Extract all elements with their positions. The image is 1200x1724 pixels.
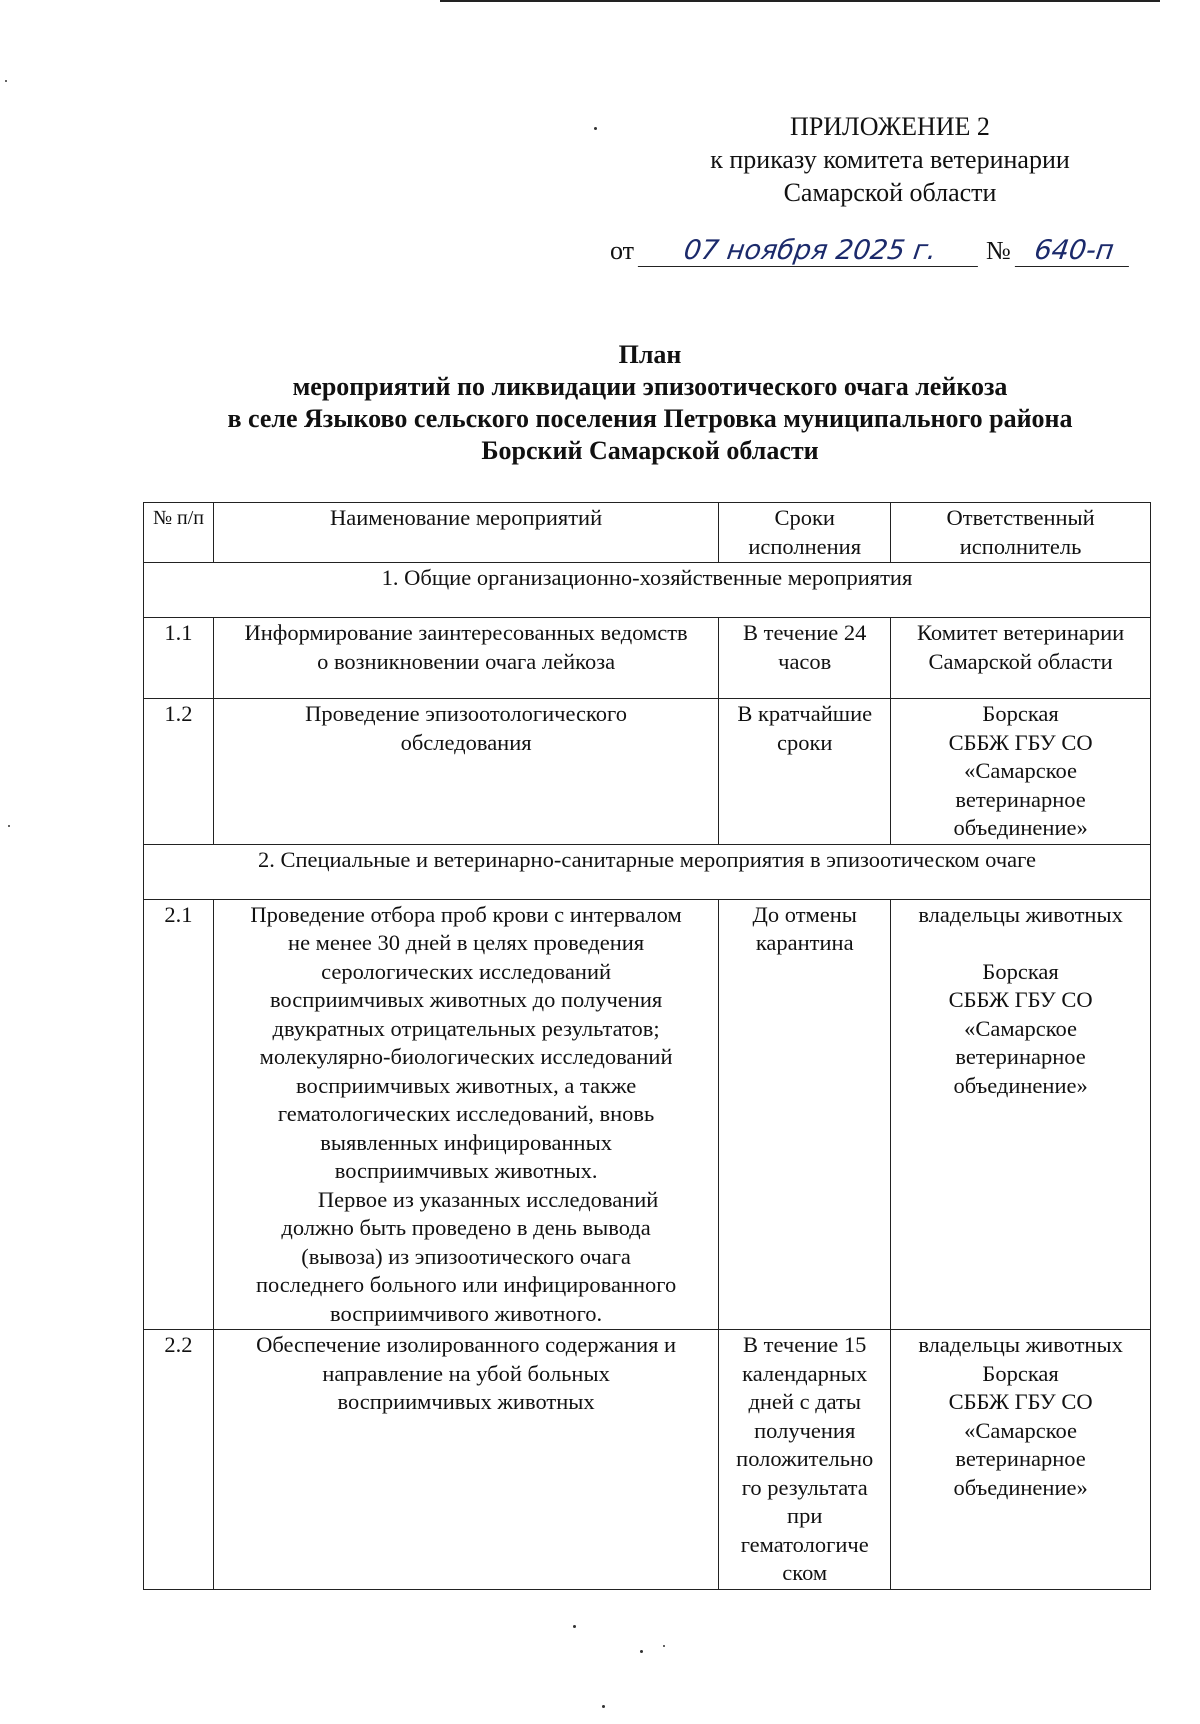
handwritten-number: 640-п bbox=[1015, 236, 1133, 267]
table-row bbox=[144, 1330, 1151, 1590]
scan-speck bbox=[663, 1645, 665, 1647]
col-header-deadline: Сроки исполнения bbox=[719, 503, 891, 563]
table-header-row bbox=[144, 503, 1151, 563]
order-reference bbox=[604, 236, 1144, 267]
appendix-region: Самарской области bbox=[783, 178, 997, 207]
row-deadline: До отмены карантина bbox=[719, 899, 891, 1330]
section-title-1: 1. Общие организационно-хозяйственные мероприятия bbox=[144, 563, 1151, 618]
col-header-num: № п/п bbox=[144, 503, 214, 563]
scan-speck bbox=[640, 1650, 643, 1653]
row-deadline: В течение 24 часов bbox=[719, 618, 891, 699]
row-name-part2: Первое из указанных исследований должно быть проведено в день вывода (вывоза) из эпизоотического очага последнего больного или инфицированного восприимчивого животного. bbox=[255, 1186, 677, 1326]
row-deadline: В кратчайшие сроки bbox=[719, 699, 891, 845]
section-row-1 bbox=[144, 563, 1151, 618]
scan-speck bbox=[8, 825, 10, 827]
row-responsible: Комитет ветеринарии Самарской области bbox=[891, 618, 1151, 699]
table-row bbox=[144, 899, 1151, 1330]
col-header-name: Наименование мероприятий bbox=[213, 503, 718, 563]
row-num: 1.1 bbox=[144, 618, 214, 699]
table-row bbox=[144, 699, 1151, 845]
col-header-responsible: Ответственный исполнитель bbox=[891, 503, 1151, 563]
section-title-2: 2. Специальные и ветеринарно-санитарные мероприятия в эпизоотическом очаге bbox=[144, 844, 1151, 899]
top-scan-rule bbox=[440, 0, 1160, 2]
row-name: Проведение эпизоотологического обследования bbox=[213, 699, 718, 845]
plan-title-line4: Борский Самарской области bbox=[481, 436, 819, 465]
row-responsible: владельцы животных Борская СББЖ ГБУ СО «Самарское ветеринарное объединение» bbox=[891, 899, 1151, 1330]
plan-title-line3: в селе Языково сельского поселения Петровка муниципального района bbox=[227, 404, 1073, 433]
scan-speck bbox=[573, 1625, 576, 1628]
handwritten-date: 07 ноября 2025 г. bbox=[638, 236, 982, 267]
table-row bbox=[144, 618, 1151, 699]
scan-speck bbox=[5, 80, 7, 82]
row-name bbox=[213, 899, 718, 1330]
section-row-2 bbox=[144, 844, 1151, 899]
plan-title bbox=[130, 339, 1170, 467]
plan-title-line2: мероприятий по ликвидации эпизоотического очага лейкоза bbox=[292, 372, 1008, 401]
row-name-part1: Проведение отбора проб крови с интервалом не менее 30 дней в целях проведения серологических исследований восприимчивых животных до получения двукратных отрицательных результатов; молекулярно-биологических исследований восприимчивых животных, а также гематологических исследований, вновь выявленных инфицированных восприимчивых животных. bbox=[250, 901, 682, 1183]
scan-speck bbox=[602, 1705, 605, 1708]
appendix-subtitle: к приказу комитета ветеринарии bbox=[710, 145, 1070, 174]
row-num: 2.2 bbox=[144, 1330, 214, 1590]
plan-table bbox=[143, 502, 1151, 1590]
row-name: Обеспечение изолированного содержания и направление на убой больных восприимчивых животных bbox=[213, 1330, 718, 1590]
row-name: Информирование заинтересованных ведомств о возникновении очага лейкоза bbox=[213, 618, 718, 699]
row-responsible: Борская СББЖ ГБУ СО «Самарское ветеринарное объединение» bbox=[891, 699, 1151, 845]
row-num: 1.2 bbox=[144, 699, 214, 845]
appendix-block bbox=[660, 110, 1120, 209]
appendix-title: ПРИЛОЖЕНИЕ 2 bbox=[790, 112, 990, 141]
scan-speck bbox=[594, 127, 597, 130]
row-deadline: В течение 15 календарных дней с даты получения положительно го результата при гематологиче ском bbox=[719, 1330, 891, 1590]
row-responsible: владельцы животных Борская СББЖ ГБУ СО «Самарское ветеринарное объединение» bbox=[891, 1330, 1151, 1590]
plan-title-line1: План bbox=[618, 340, 682, 369]
from-label: от bbox=[610, 236, 635, 265]
number-label: № bbox=[986, 236, 1011, 265]
row-num: 2.1 bbox=[144, 899, 214, 1330]
